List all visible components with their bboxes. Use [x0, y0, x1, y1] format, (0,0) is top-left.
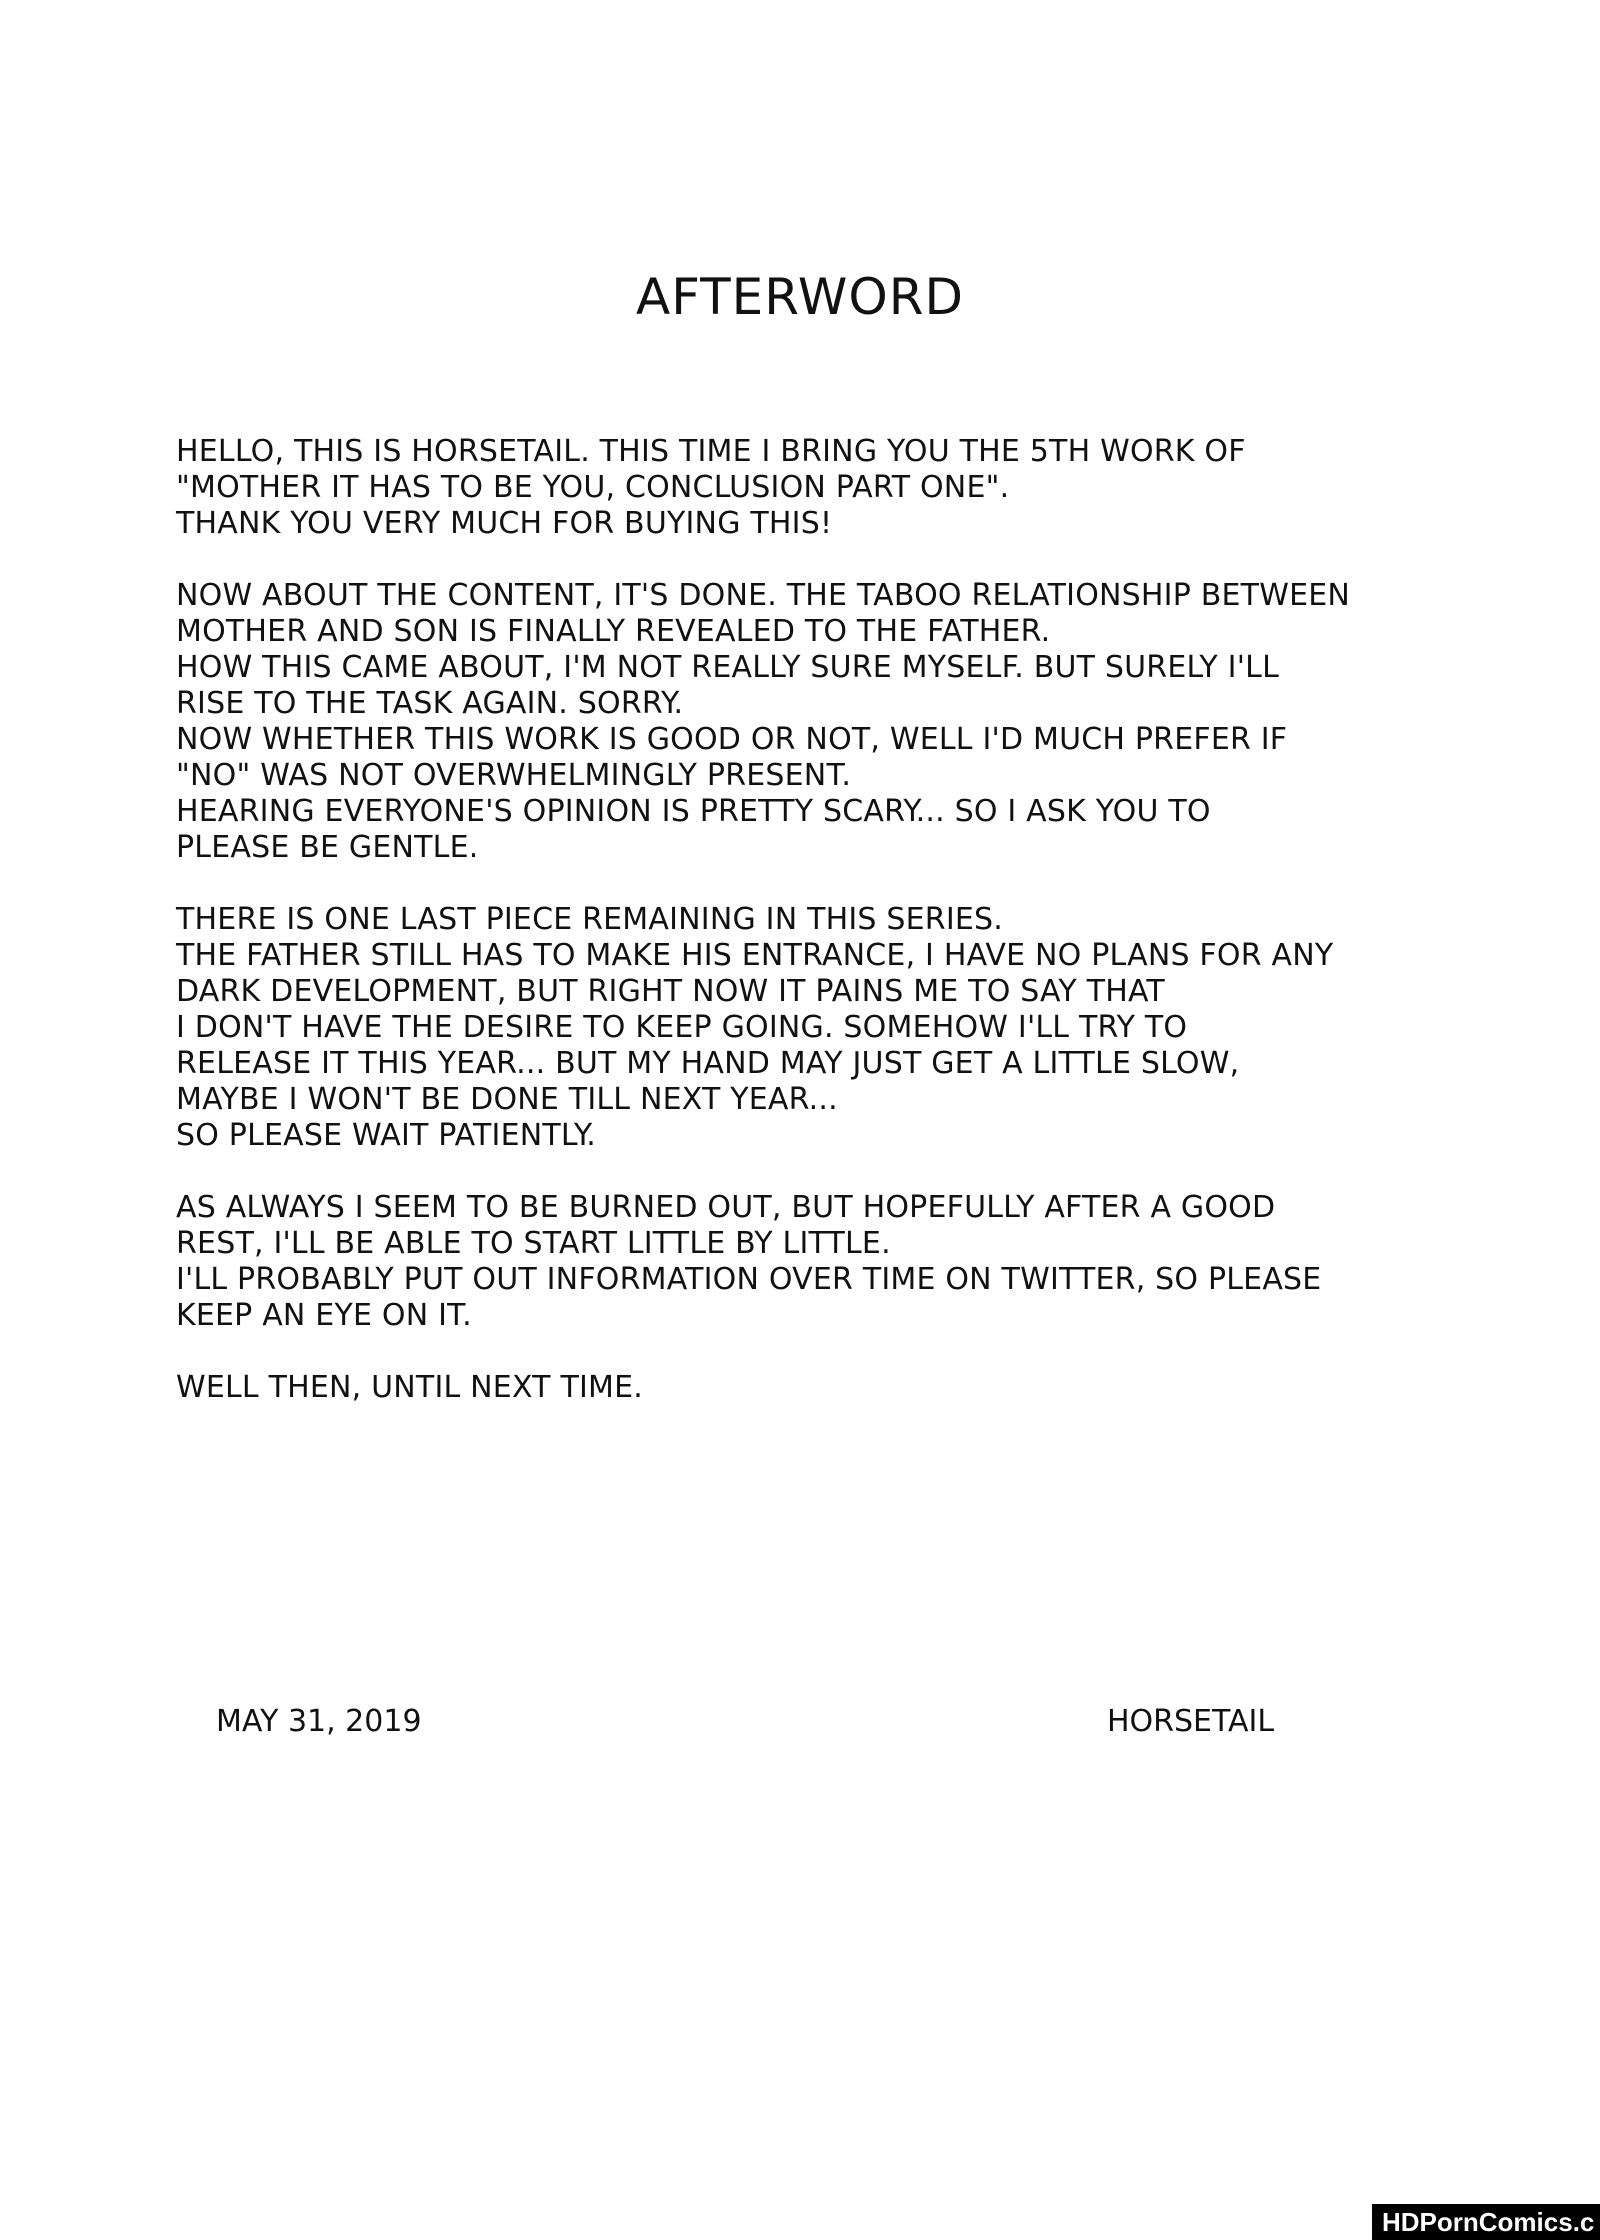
text-line: THANK YOU VERY MUCH FOR BUYING THIS! — [176, 506, 833, 541]
text-line: SO PLEASE WAIT PATIENTLY. — [176, 1118, 597, 1153]
signoff-author: HORSETAIL — [1107, 1704, 1275, 1739]
text-line: REST, I'LL BE ABLE TO START LITTLE BY LITTLE. — [176, 1226, 891, 1261]
text-line: AS ALWAYS I SEEM TO BE BURNED OUT, BUT HOPEFULLY AFTER A GOOD — [176, 1190, 1276, 1225]
afterword-body — [176, 434, 1526, 1442]
text-line: THERE IS ONE LAST PIECE REMAINING IN THIS SERIES. — [176, 902, 1004, 937]
text-line: "NO" WAS NOT OVERWHELMINGLY PRESENT. — [176, 758, 852, 793]
text-line: MOTHER AND SON IS FINALLY REVEALED TO THE FATHER. — [176, 614, 1051, 649]
signoff-date: MAY 31, 2019 — [216, 1704, 422, 1739]
text-line: MAYBE I WON'T BE DONE TILL NEXT YEAR... — [176, 1082, 838, 1117]
paragraph-4 — [176, 1190, 1526, 1334]
site-watermark: HDPornComics.c — [1372, 2204, 1600, 2240]
text-line: KEEP AN EYE ON IT. — [176, 1298, 472, 1333]
text-line: I'LL PROBABLY PUT OUT INFORMATION OVER TIME ON TWITTER, SO PLEASE — [176, 1262, 1322, 1297]
text-line: I DON'T HAVE THE DESIRE TO KEEP GOING. SOMEHOW I'LL TRY TO — [176, 1010, 1188, 1045]
text-line: RELEASE IT THIS YEAR... BUT MY HAND MAY JUST GET A LITTLE SLOW, — [176, 1046, 1240, 1081]
text-line: NOW WHETHER THIS WORK IS GOOD OR NOT, WELL I'D MUCH PREFER IF — [176, 722, 1288, 757]
text-line: NOW ABOUT THE CONTENT, IT'S DONE. THE TABOO RELATIONSHIP BETWEEN — [176, 578, 1351, 613]
paragraph-3 — [176, 902, 1526, 1154]
text-line: RISE TO THE TASK AGAIN. SORRY. — [176, 686, 684, 721]
text-line: HELLO, THIS IS HORSETAIL. THIS TIME I BRING YOU THE 5TH WORK OF — [176, 434, 1246, 469]
paragraph-1 — [176, 434, 1526, 542]
paragraph-2 — [176, 578, 1526, 866]
text-line: HEARING EVERYONE'S OPINION IS PRETTY SCARY... SO I ASK YOU TO — [176, 794, 1211, 829]
page-title: AFTERWORD — [636, 268, 964, 326]
text-line: PLEASE BE GENTLE. — [176, 830, 479, 865]
text-line: HOW THIS CAME ABOUT, I'M NOT REALLY SURE MYSELF. BUT SURELY I'LL — [176, 650, 1280, 685]
text-line: THE FATHER STILL HAS TO MAKE HIS ENTRANCE, I HAVE NO PLANS FOR ANY — [176, 938, 1334, 973]
text-line: WELL THEN, UNTIL NEXT TIME. — [176, 1370, 643, 1405]
text-line: DARK DEVELOPMENT, BUT RIGHT NOW IT PAINS ME TO SAY THAT — [176, 974, 1165, 1009]
paragraph-5 — [176, 1370, 1526, 1406]
text-line: "MOTHER IT HAS TO BE YOU, CONCLUSION PART ONE". — [176, 470, 1010, 505]
